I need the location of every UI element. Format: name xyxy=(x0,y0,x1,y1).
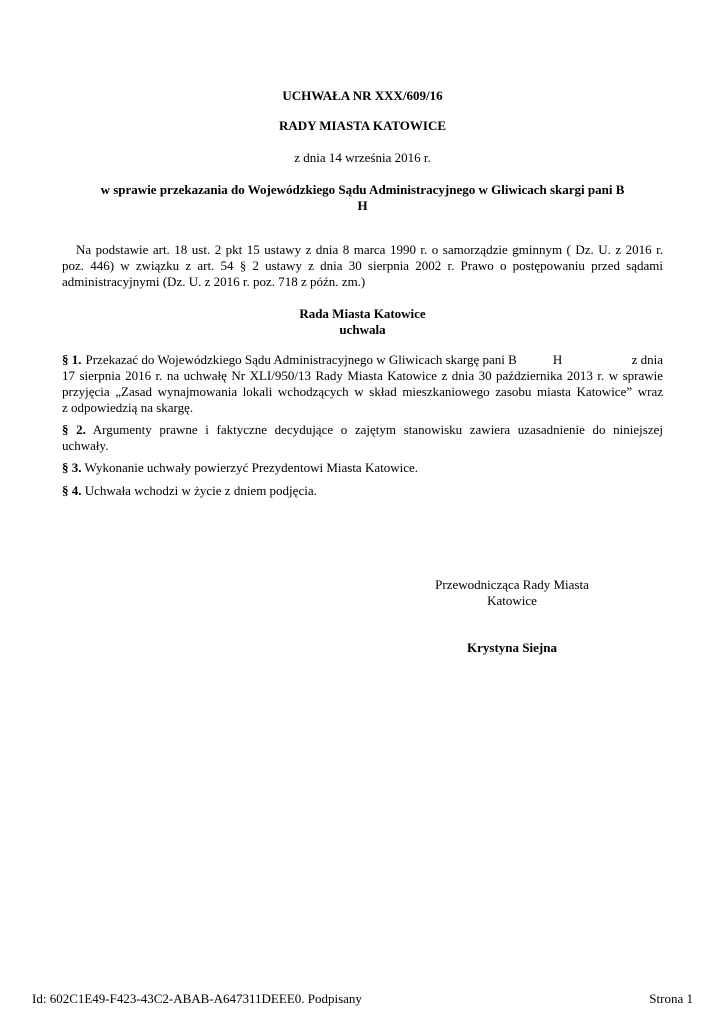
resolves-line-1: Rada Miasta Katowice xyxy=(299,306,426,321)
section-2-text: Argumenty prawne i faktyczne decydujące o zajętym stanowisku zawiera uzasadnienie do niniejszej xyxy=(92,422,663,437)
footer-document-id: Id: 602C1E49-F423-43C2-ABAB-A647311DEEE0. Podpisany xyxy=(32,991,362,1006)
section-2-number: § 2. xyxy=(62,422,86,437)
preamble xyxy=(62,242,663,290)
signatory-name: Krystyna Siejna xyxy=(467,640,557,655)
subject-line-1: w sprawie przekazania do Wojewódzkiego Sądu Administracyjnego w Gliwicach skargi pani B xyxy=(100,182,625,197)
subject-line-2: H xyxy=(357,198,368,213)
resolution-date: z dnia 14 września 2016 r. xyxy=(294,150,431,165)
section-2 xyxy=(62,422,663,454)
section-1-line-2: 17 sierpnia 2016 r. na uchwałę Nr XLI/950/13 Rady Miasta Katowice z dnia 30 października 2013 r. w sprawie xyxy=(62,368,663,383)
section-3 xyxy=(62,460,663,476)
section-1-number: § 1. xyxy=(62,352,82,367)
preamble-line-2: poz. 446) w związku z art. 54 § 2 ustawy z dnia 30 sierpnia 2002 r. Prawo o postępowaniu przed sądami xyxy=(62,258,663,273)
signature-role-line-2: Katowice xyxy=(487,593,537,608)
section-1-text-c: z dnia xyxy=(631,352,663,367)
section-4-number: § 4. xyxy=(62,483,82,498)
section-2-line-2: uchwały. xyxy=(62,438,109,453)
section-2-line-1 xyxy=(62,422,663,438)
resolves-line-2: uchwala xyxy=(339,322,386,337)
section-1 xyxy=(62,352,663,416)
section-1-text-a: Przekazać do Wojewódzkiego Sądu Administracyjnego w Gliwicach skargę pani B xyxy=(85,352,517,367)
section-3-text: Wykonanie uchwały powierzyć Prezydentowi Miasta Katowice. xyxy=(84,460,419,475)
section-1-line-4: z odpowiedzią na skargę. xyxy=(62,400,194,415)
section-1-line-1 xyxy=(62,352,663,368)
footer-page-number: Strona 1 xyxy=(649,991,693,1006)
section-4-text: Uchwała wchodzi w życie z dniem podjęcia. xyxy=(84,483,317,498)
preamble-line-1: Na podstawie art. 18 ust. 2 pkt 15 ustawy z dnia 8 marca 1990 r. o samorządzie gminnym ( Dz. U. z 2016 r. xyxy=(76,242,663,257)
signature-role-line-1: Przewodnicząca Rady Miasta xyxy=(435,577,589,592)
council-name: RADY MIASTA KATOWICE xyxy=(278,118,447,133)
section-1-text-b: H xyxy=(552,352,563,367)
section-4 xyxy=(62,483,663,499)
preamble-line-3: administracyjnymi (Dz. U. z 2016 r. poz. 718 z późn. zm.) xyxy=(62,274,366,289)
resolution-title: UCHWAŁA NR XXX/609/16 xyxy=(282,88,443,103)
section-1-line-3: przyjęcia „Zasad wynajmowania lokali wchodzących w skład mieszkaniowego zasobu miasta Katowice” wraz xyxy=(62,384,663,399)
section-3-number: § 3. xyxy=(62,460,82,475)
